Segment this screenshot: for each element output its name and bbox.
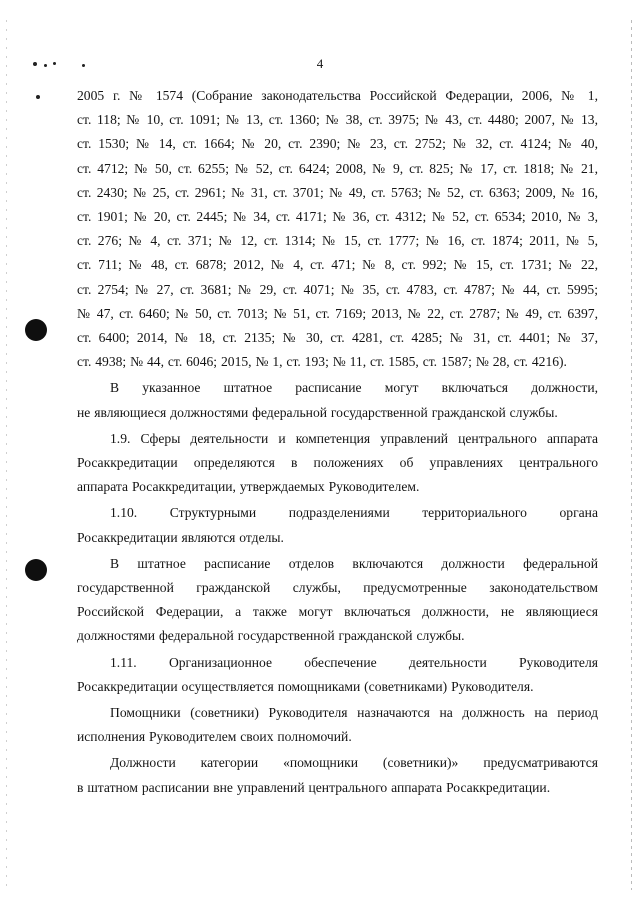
text-line: Помощники (советники) Руководителя назначаются на должность на период	[110, 705, 598, 721]
text-line: Должности категории «помощники (советники)» предусматриваются	[110, 755, 598, 771]
text-line: в штатном расписании вне управлений центрального аппарата Росаккредитации.	[77, 779, 551, 795]
scan-edge-right	[631, 20, 632, 890]
text-line: 2005 г. № 1574 (Собрание законодательства Российской Федерации, 2006, № 1,	[77, 88, 598, 103]
body-text	[77, 84, 598, 800]
text-line: должностями федеральной государственной гражданской службы.	[77, 628, 465, 644]
text-line: Росаккредитации осуществляется помощниками (советниками) Руководителя.	[77, 678, 534, 694]
text-line: ст. 4712; № 50, ст. 6255; № 52, ст. 6424; 2008, № 9, ст. 825; № 17, ст. 1818; № 21,	[77, 160, 598, 176]
text-line: не являющиеся должностями федеральной государственной гражданской службы.	[77, 404, 558, 420]
scan-speck	[44, 64, 47, 67]
text-line: В указанное штатное расписание могут включаться должности,	[110, 380, 598, 396]
scan-speck	[33, 62, 37, 66]
scan-speck	[36, 95, 40, 99]
text-line: 1.11. Организационное обеспечение деятельности Руководителя	[110, 654, 598, 670]
text-line: 1.9. Сферы деятельности и компетенция управлений центрального аппарата	[110, 430, 598, 446]
scan-speck	[53, 62, 56, 65]
text-line: ст. 1530; № 14, ст. 1664; № 20, ст. 2390; № 23, ст. 2752; № 32, ст. 4124; № 40,	[77, 136, 598, 152]
text-line: ст. 2754; № 27, ст. 3681; № 29, ст. 4071; № 35, ст. 4783, ст. 4787; № 44, ст. 5995;	[77, 281, 598, 297]
scan-edge-left	[6, 20, 7, 890]
text-line: исполнения Руководителем своих полномочий.	[77, 729, 352, 745]
text-line: ст. 276; № 4, ст. 371; № 12, ст. 1314; № 15, ст. 1777; № 16, ст. 1874; 2011, № 5,	[77, 233, 598, 249]
text-line: ст. 711; № 48, ст. 6878; 2012, № 4, ст. 471; № 8, ст. 992; № 15, ст. 1731; № 22,	[77, 257, 598, 273]
text-line: Росаккредитации определяются в положениях об управлениях центрального	[77, 455, 598, 471]
text-line: ст. 6400; 2014, № 18, ст. 2135; № 30, ст. 4281, ст. 4285; № 31, ст. 4401; № 37,	[77, 330, 598, 346]
text-line: ст. 2430; № 25, ст. 2961; № 31, ст. 3701; № 49, ст. 5763; № 52, ст. 6363; 2009, № 16,	[77, 184, 598, 200]
text-line: В штатное расписание отделов включаются должности федеральной	[110, 555, 598, 571]
text-line: Росаккредитации являются отделы.	[77, 529, 284, 545]
scan-speck	[82, 64, 85, 67]
text-line: ст. 4938; № 44, ст. 6046; 2015, № 1, ст. 193; № 11, ст. 1585, ст. 1587; № 28, ст. 4216).	[77, 354, 567, 370]
text-line: Российской Федерации, а также могут включаться должности, не являющиеся	[77, 604, 598, 620]
text-line: ст. 1901; № 20, ст. 2445; № 34, ст. 4171; № 36, ст. 4312; № 52, ст. 6534; 2010, № 3,	[77, 209, 598, 225]
text-line: 1.10. Структурными подразделениями территориального органа	[110, 505, 598, 521]
punch-hole	[25, 559, 47, 581]
text-line: государственной гражданской службы, предусмотренные законодательством	[77, 580, 598, 596]
page-number: 4	[316, 56, 324, 71]
punch-hole	[25, 319, 47, 341]
text-line: № 47, ст. 6460; № 50, ст. 7013; № 51, ст. 7169; 2013, № 22, ст. 2787; № 49, ст. 6397,	[77, 305, 598, 321]
text-line: ст. 118; № 10, ст. 1091; № 13, ст. 1360; № 38, ст. 3975; № 43, ст. 4480; 2007, № 13,	[77, 112, 598, 128]
text-line: аппарата Росаккредитации, утверждаемых Руководителем.	[77, 479, 420, 495]
